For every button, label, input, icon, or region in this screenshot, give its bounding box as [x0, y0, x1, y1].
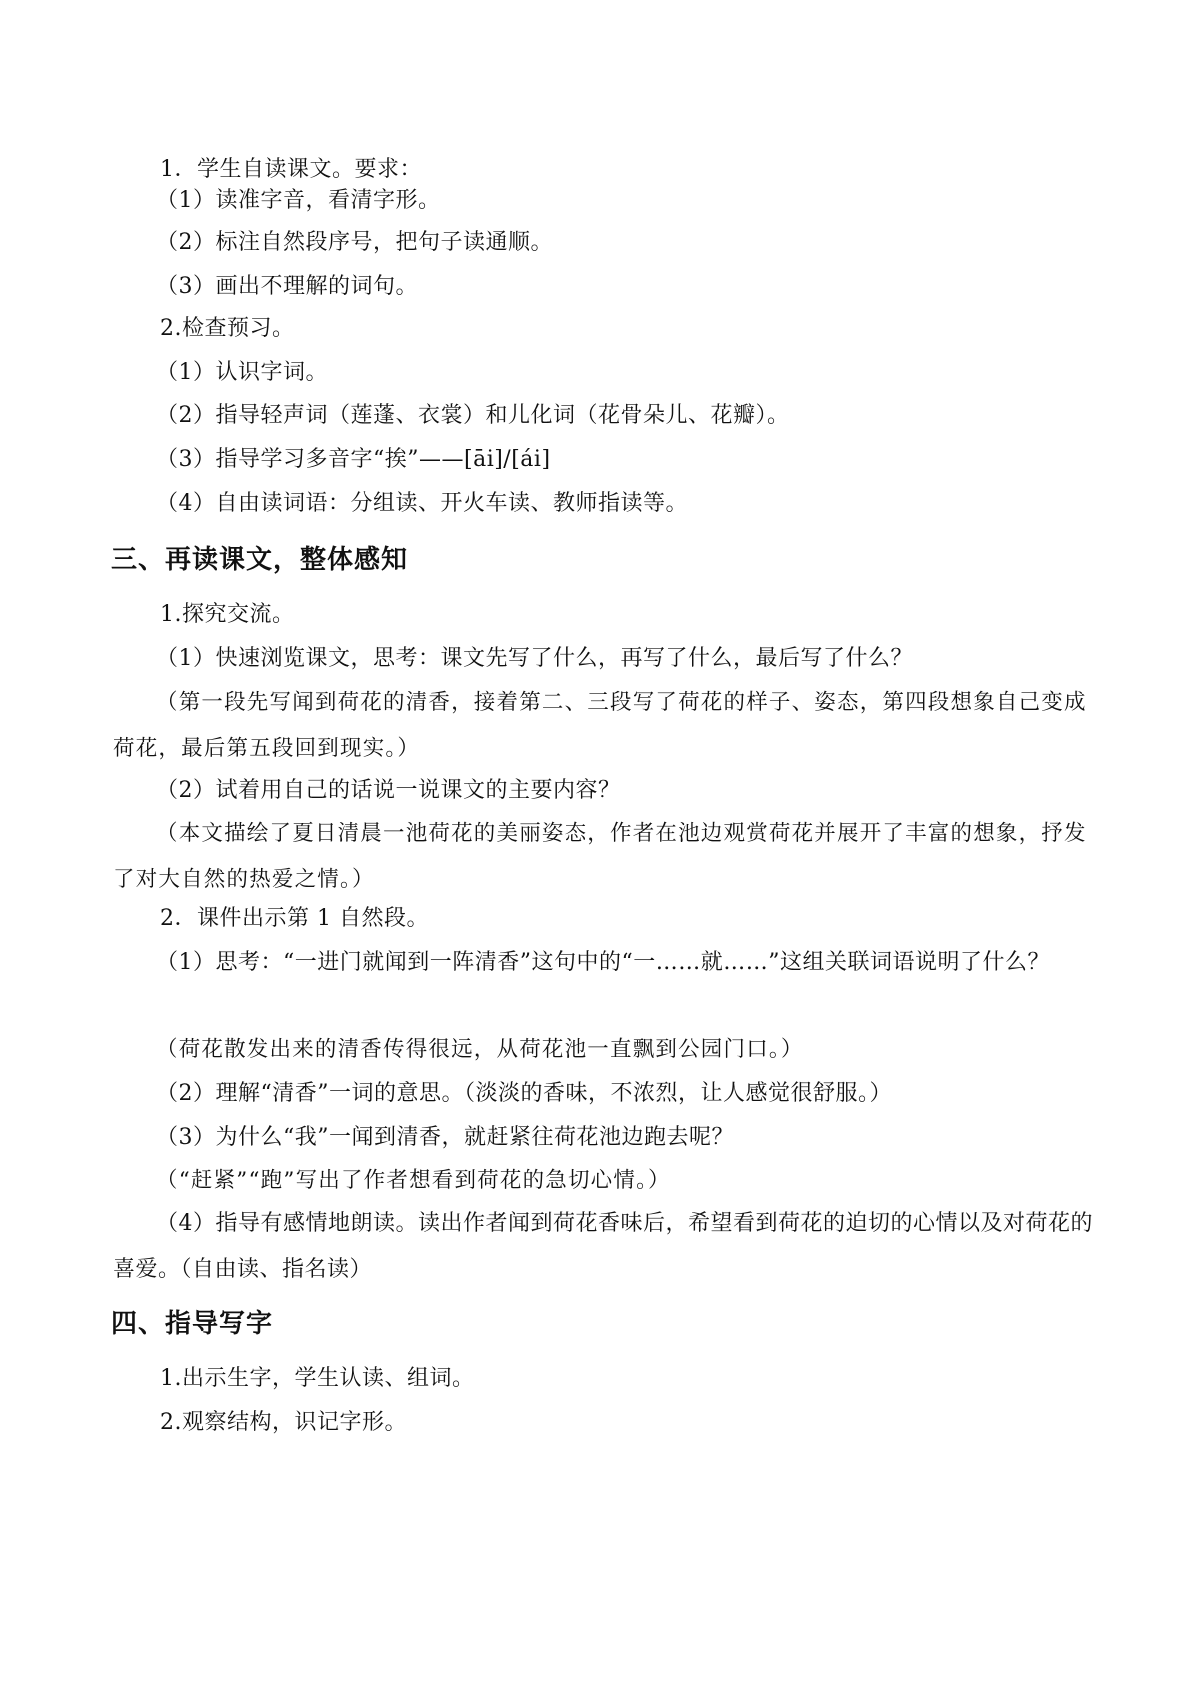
step-3-2: 2．课件出示第 1 自然段。 [160, 906, 429, 931]
step-4-2: 2.观察结构，识记字形。 [160, 1410, 407, 1435]
preview-2: （2）指导轻声词（莲蓬、衣裳）和儿化词（花骨朵儿、花瓣）。 [156, 403, 790, 428]
question-2: （2）试着用自己的话说一说课文的主要内容？ [156, 778, 621, 803]
step-2-check-preview: 2.检查预习。 [160, 316, 295, 341]
preview-3: （3）指导学习多音字“挨”——[āi]/[ái] [156, 447, 551, 472]
question-3: （1）思考：“一进门就闻到一阵清香”这句中的“一……就……”这组关联词语说明了什么？ [156, 950, 1050, 975]
step-1-self-reading: 1．学生自读课文。要求： [160, 157, 422, 182]
section-3-heading: 三、再读课文，整体感知 [111, 545, 409, 575]
question-5: （3）为什么“我”一闻到清香，就赶紧往荷花池边跑去呢？ [156, 1125, 734, 1150]
question-6: （4）指导有感情地朗读。读出作者闻到荷花香味后，希望看到荷花的迫切的心情以及对荷花的喜爱。（自由读、指名读） [113, 1211, 1094, 1282]
answer-1: （第一段先写闻到荷花的清香，接着第二、三段写了荷花的样子、姿态，第四段想象自己变成荷花，最后第五段回到现实。） [113, 690, 1087, 761]
requirement-1: （1）读准字音，看清字形。 [156, 188, 441, 213]
answer-3: （荷花散发出来的清香传得很远，从荷花池一直飘到公园门口。） [156, 1037, 804, 1062]
step-3-1: 1.探究交流。 [160, 602, 295, 627]
question-1: （1）快速浏览课文，思考：课文先写了什么，再写了什么，最后写了什么？ [156, 646, 913, 671]
requirement-2: （2）标注自然段序号，把句子读通顺。 [156, 230, 553, 255]
preview-4: （4）自由读词语：分组读、开火车读、教师指读等。 [156, 491, 688, 516]
preview-1: （1）认识字词。 [156, 360, 328, 385]
question-4: （2）理解“清香”一词的意思。（淡淡的香味，不浓烈，让人感觉很舒服。） [156, 1081, 892, 1106]
section-4-heading: 四、指导写字 [111, 1309, 274, 1339]
answer-2: （本文描绘了夏日清晨一池荷花的美丽姿态，作者在池边观赏荷花并展开了丰富的想象，抒发了对大自然的热爱之情。） [113, 821, 1087, 892]
requirement-3: （3）画出不理解的词句。 [156, 274, 418, 299]
step-4-1: 1.出示生字，学生认读、组词。 [160, 1366, 475, 1391]
answer-5: （“赶紧”“跑”写出了作者想看到荷花的急切心情。） [156, 1168, 671, 1193]
